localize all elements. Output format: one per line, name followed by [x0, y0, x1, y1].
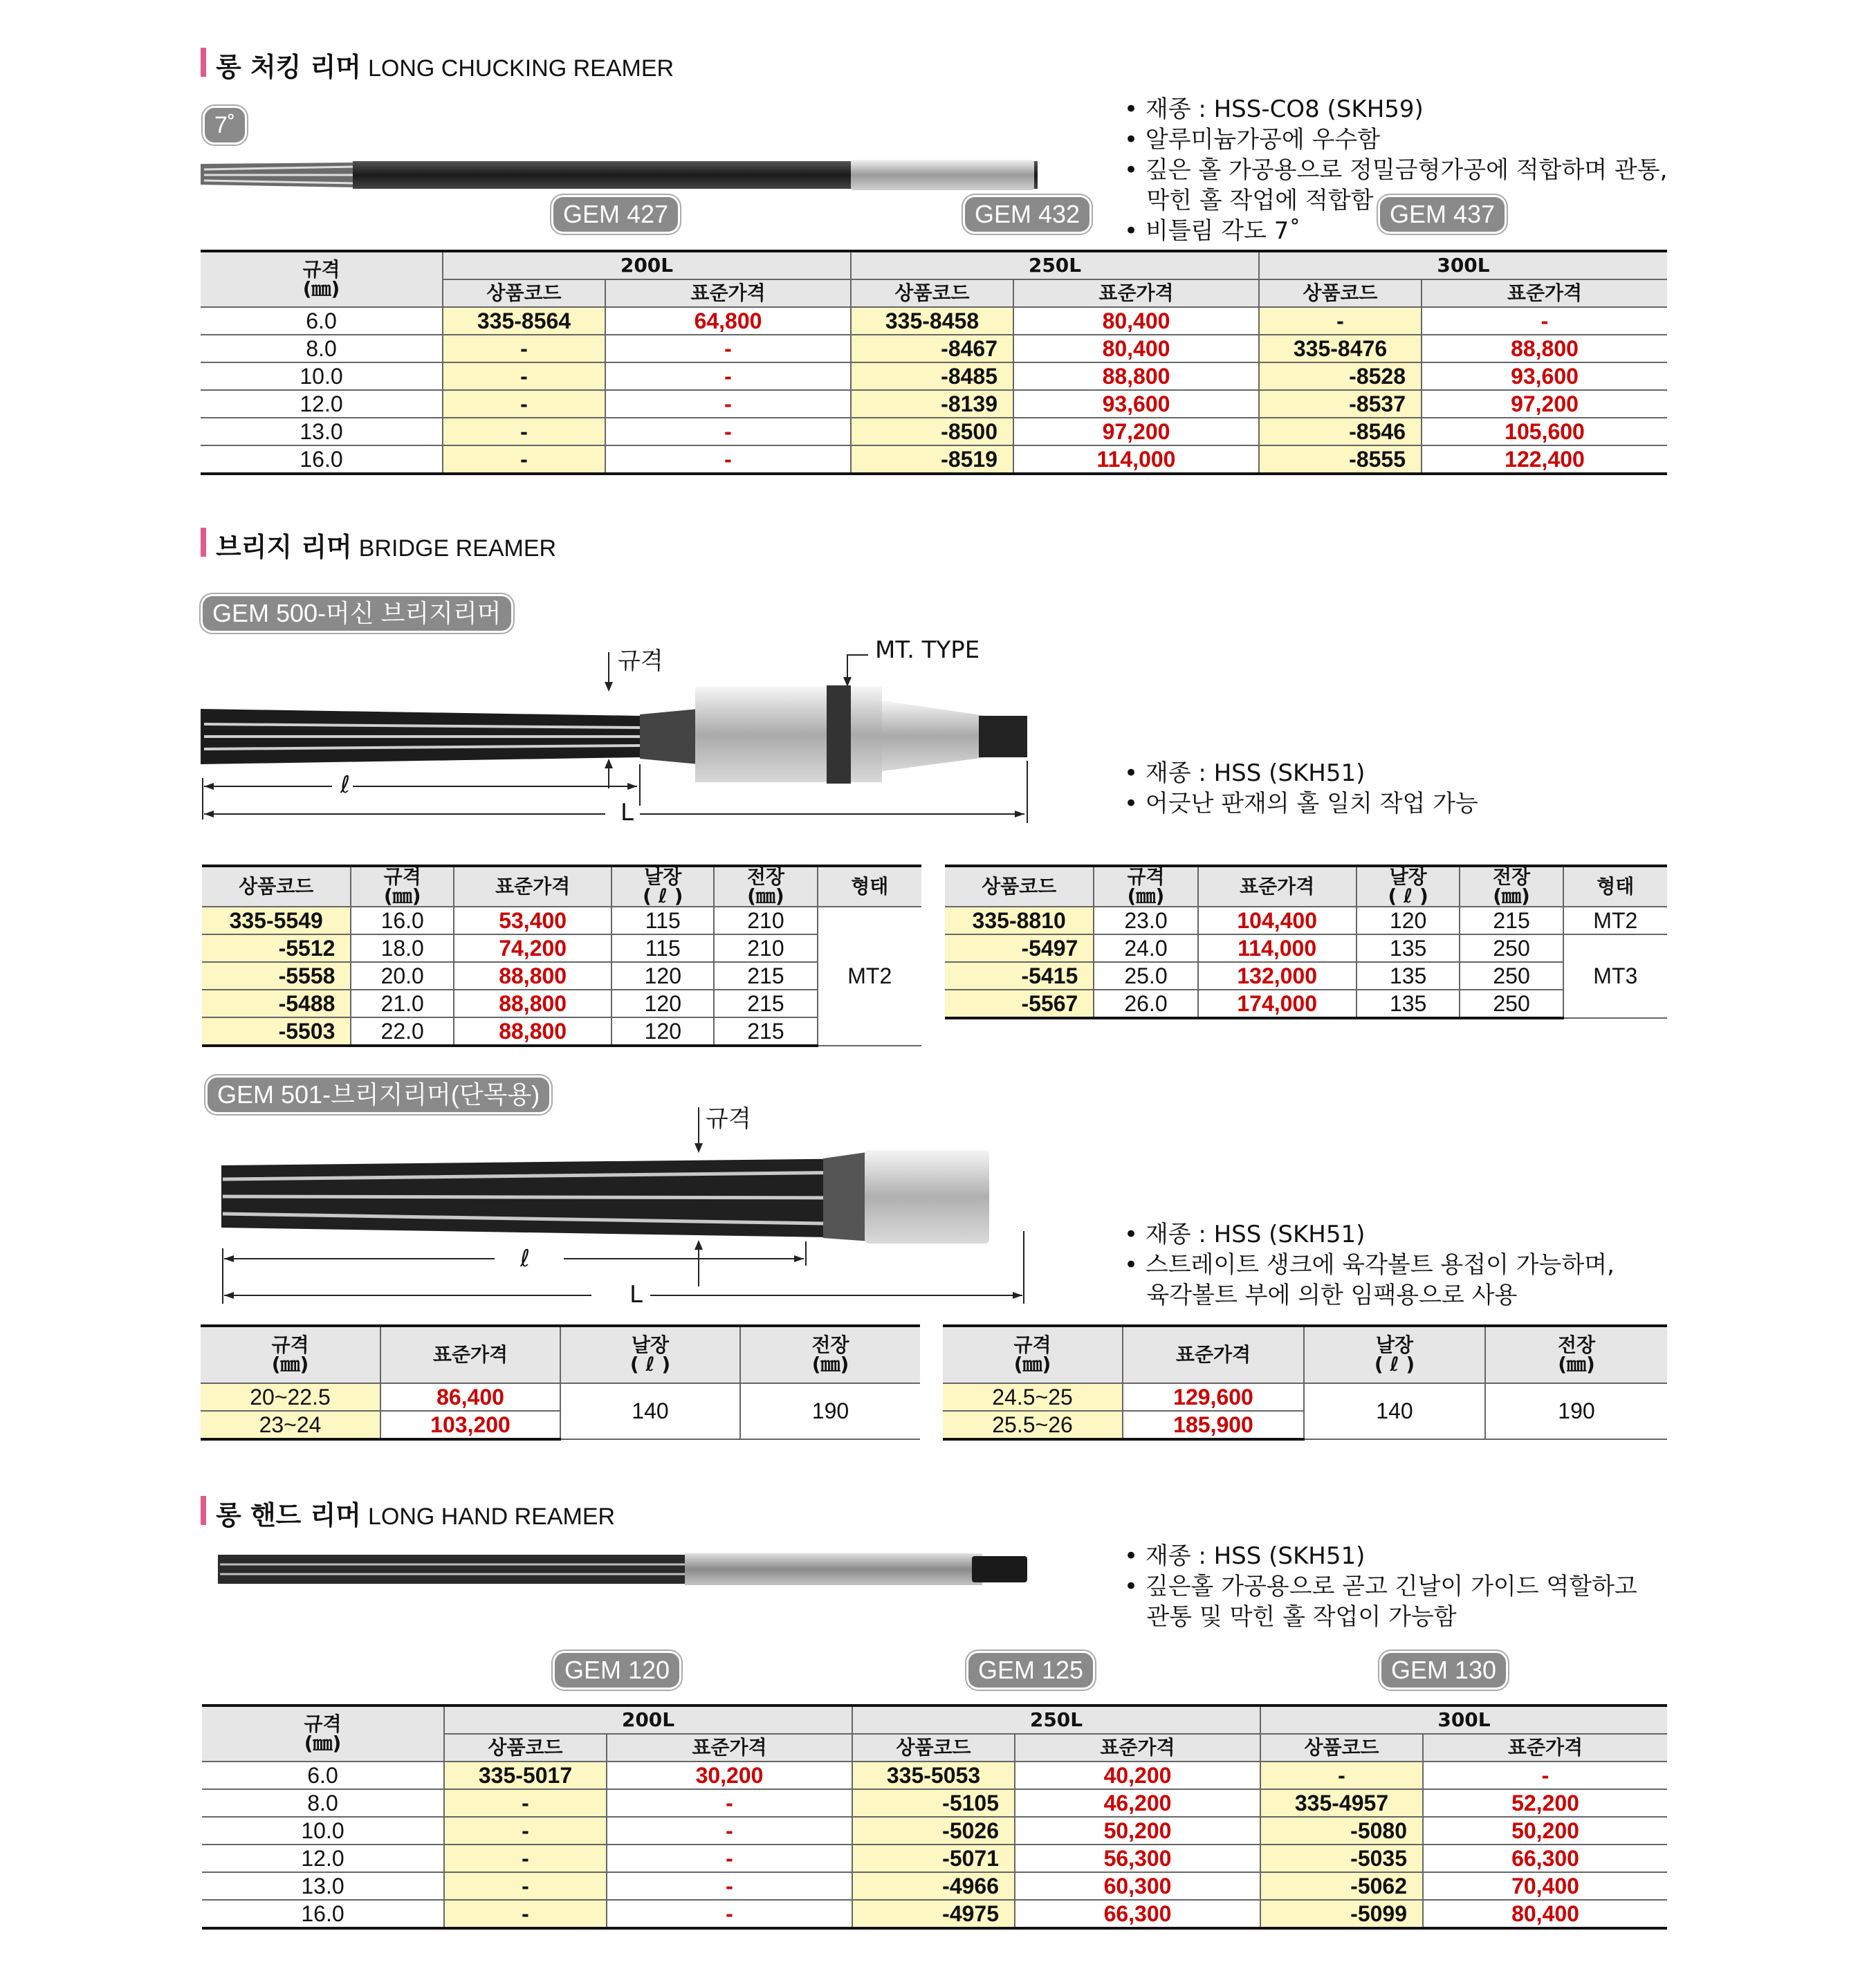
col-header-size: 규격 (㎜): [202, 1706, 444, 1762]
cell-size: 12.0: [201, 390, 443, 418]
table-row: [202, 962, 921, 990]
cell-total: 215: [714, 1017, 817, 1046]
table-row: [202, 1789, 1667, 1817]
title-marker: [201, 1496, 206, 1525]
cell-type: MT3: [1563, 934, 1667, 1018]
cell-code: 335-5017: [444, 1762, 607, 1789]
cell-code: -8519: [851, 445, 1013, 474]
cell-price: 52,200: [1423, 1789, 1667, 1817]
cell-flute: 120: [611, 990, 714, 1017]
note-line: • 재종 : HSS-CO8 (SKH59): [1124, 95, 1424, 123]
section-title-long-hand: [201, 1494, 616, 1531]
cell-code: -: [444, 1872, 607, 1900]
note-line: 육각볼트 부에 의한 임팩용으로 사용: [1124, 1282, 1518, 1309]
col-header-price: 표준가격: [1123, 1326, 1304, 1383]
model-gem432: GEM 432: [965, 197, 1089, 232]
cell-size: 10.0: [201, 362, 443, 390]
model-gem500: GEM 500-머신 브리지리머: [203, 596, 511, 631]
col-header-size: 규격 (㎜): [351, 866, 454, 907]
cell-price: -: [607, 1817, 852, 1845]
col-header-price: 표준가격: [605, 279, 851, 307]
gem501-table-left: [201, 1324, 920, 1441]
cell-code: -5105: [852, 1789, 1015, 1817]
cell-total: 210: [714, 907, 817, 934]
cell-price: -: [605, 445, 851, 474]
model-gem125: GEM 125: [968, 1653, 1093, 1688]
table-row: [202, 1017, 921, 1046]
model-gem120: GEM 120: [555, 1653, 679, 1688]
table-row: [945, 934, 1667, 962]
cell-total: 215: [714, 990, 817, 1017]
col-header-flute: 날장 ( ℓ ): [1357, 866, 1460, 907]
cell-price: 88,800: [454, 1017, 611, 1046]
cell-total: 250: [1460, 934, 1563, 962]
table-row: [201, 390, 1667, 418]
dim-flute-length-label: ℓ: [340, 771, 351, 799]
cell-price: 114,000: [1013, 445, 1259, 474]
cell-price: 114,000: [1198, 934, 1357, 962]
cell-price: 80,400: [1423, 1900, 1667, 1928]
cell-total: 250: [1460, 990, 1563, 1018]
cell-price: 70,400: [1423, 1872, 1667, 1900]
dim-total-length-label: L: [620, 799, 634, 826]
cell-code: 335-4957: [1260, 1789, 1423, 1817]
dim-mt-type-label: MT. TYPE: [875, 636, 980, 664]
table-row: [202, 934, 921, 962]
cell-price: 105,600: [1422, 418, 1667, 445]
col-header-total: 전장 (㎜): [1460, 866, 1563, 907]
cell-code: -: [444, 1845, 607, 1872]
col-header-300l: 300L: [1260, 1706, 1667, 1734]
col-header-price: 표준가격: [1422, 279, 1667, 307]
cell-code: -: [1260, 1762, 1423, 1789]
col-header-size: 규격 (㎜): [201, 251, 443, 307]
long-hand-table: [202, 1704, 1667, 1930]
col-header-code: 상품코드: [443, 279, 605, 307]
note-line: • 비틀림 각도 7˚: [1124, 217, 1301, 245]
table-row: [201, 1383, 920, 1411]
col-header-code: 상품코드: [851, 279, 1013, 307]
table-row: [201, 307, 1667, 335]
cell-code: -5415: [945, 962, 1094, 990]
title-korean: 브리지 리머: [216, 532, 352, 562]
cell-price: -: [1422, 307, 1667, 335]
cell-price: 129,600: [1123, 1383, 1304, 1411]
notes-gem500: [1124, 758, 1478, 819]
cell-price: -: [607, 1845, 852, 1872]
cell-total: 190: [740, 1383, 920, 1439]
dim-size-label: 규격: [706, 1105, 751, 1133]
cell-size: 25.5~26: [943, 1411, 1123, 1439]
notes-chucking: [1124, 94, 1667, 246]
cell-total: 250: [1460, 962, 1563, 990]
note-line: • 깊은홀 가공용으로 곧고 긴날이 가이드 역할하고: [1124, 1573, 1637, 1600]
cell-code: -: [444, 1900, 607, 1928]
table-row: [201, 418, 1667, 445]
cell-code: -5080: [1260, 1817, 1423, 1845]
note-line: • 스트레이트 생크에 육각볼트 용접이 가능하며,: [1124, 1251, 1615, 1279]
cell-price: 80,400: [1013, 335, 1259, 362]
cell-price: 64,800: [605, 307, 851, 335]
cell-price: -: [605, 335, 851, 362]
col-header-flute: 날장 ( ℓ ): [560, 1326, 740, 1383]
col-header-flute: 날장 ( ℓ ): [611, 866, 714, 907]
col-header-code: 상품코드: [945, 866, 1094, 907]
cell-code: -5026: [852, 1817, 1015, 1845]
cell-code: 335-8564: [443, 307, 605, 335]
cell-flute: 115: [611, 934, 714, 962]
title-korean: 롱 핸드 리머: [216, 1500, 361, 1531]
cell-price: 30,200: [607, 1762, 852, 1789]
cell-price: -: [607, 1872, 852, 1900]
table-row: [945, 907, 1667, 934]
note-line: • 재종 : HSS (SKH51): [1124, 759, 1365, 787]
cell-flute: 140: [1304, 1383, 1485, 1439]
cell-price: 132,000: [1198, 962, 1357, 990]
cell-code: -8485: [851, 362, 1013, 390]
cell-price: 88,800: [1013, 362, 1259, 390]
cell-size: 10.0: [202, 1817, 444, 1845]
note-line: 관통 및 막힌 홀 작업이 가능함: [1124, 1603, 1457, 1631]
angle-tag: 7˚: [205, 108, 245, 142]
cell-price: 185,900: [1123, 1411, 1304, 1439]
cell-price: 103,200: [380, 1411, 560, 1439]
cell-flute: 135: [1357, 934, 1460, 962]
cell-code: 335-8458: [851, 307, 1013, 335]
cell-code: -8139: [851, 390, 1013, 418]
cell-size: 13.0: [202, 1872, 444, 1900]
col-header-size: 규격 (㎜): [201, 1326, 380, 1383]
dim-total-length-label: L: [629, 1281, 643, 1309]
cell-price: 88,800: [1422, 335, 1667, 362]
cell-code: -5512: [202, 934, 351, 962]
cell-price: -: [607, 1789, 852, 1817]
notes-gem501: [1124, 1219, 1615, 1311]
col-header-type: 형태: [1563, 866, 1667, 907]
dim-size-label: 규격: [618, 647, 663, 675]
table-row: [945, 962, 1667, 990]
chucking-table: [201, 250, 1667, 475]
cell-flute: 120: [611, 1017, 714, 1046]
col-header-price: 표준가격: [380, 1326, 560, 1383]
title-marker: [201, 528, 206, 557]
cell-size: 8.0: [201, 335, 443, 362]
gem501-table-right: [943, 1324, 1667, 1441]
col-header-size: 규격 (㎜): [1094, 866, 1197, 907]
cell-code: -: [443, 335, 605, 362]
cell-price: 97,200: [1013, 418, 1259, 445]
cell-size: 16.0: [202, 1900, 444, 1928]
col-header-code: 상품코드: [444, 1734, 607, 1762]
cell-size: 26.0: [1094, 990, 1197, 1018]
title-korean: 롱 처킹 리머: [216, 52, 361, 82]
chucking-reamer-image: [197, 156, 1038, 197]
col-header-price: 표준가격: [607, 1734, 852, 1762]
cell-price: 56,300: [1015, 1845, 1260, 1872]
cell-price: 60,300: [1015, 1872, 1260, 1900]
cell-total: 210: [714, 934, 817, 962]
cell-price: 74,200: [454, 934, 611, 962]
cell-code: -: [443, 390, 605, 418]
cell-price: -: [605, 418, 851, 445]
col-header-code: 상품코드: [852, 1734, 1015, 1762]
note-line: • 재종 : HSS (SKH51): [1124, 1542, 1365, 1570]
cell-type: MT2: [1563, 907, 1667, 934]
cell-price: 93,600: [1013, 390, 1259, 418]
cell-code: 335-8476: [1259, 335, 1422, 362]
cell-flute: 135: [1357, 990, 1460, 1018]
cell-code: -8467: [851, 335, 1013, 362]
cell-code: -8555: [1259, 445, 1422, 474]
cell-code: -: [443, 362, 605, 390]
table-row: [202, 1817, 1667, 1845]
cell-code: -5567: [945, 990, 1094, 1018]
cell-code: -: [443, 418, 605, 445]
table-row: [945, 990, 1667, 1018]
cell-price: 46,200: [1015, 1789, 1260, 1817]
cell-price: 97,200: [1422, 390, 1667, 418]
cell-size: 16.0: [201, 445, 443, 474]
gem500-table-right: [945, 865, 1667, 1019]
table-row: [201, 362, 1667, 390]
cell-code: -8500: [851, 418, 1013, 445]
cell-total: 190: [1485, 1383, 1667, 1439]
cell-code: -5035: [1260, 1845, 1423, 1872]
col-header-200l: 200L: [444, 1706, 852, 1734]
section-title-bridge: [201, 526, 557, 562]
table-row: [201, 335, 1667, 362]
cell-flute: 120: [1357, 907, 1460, 934]
cell-price: 50,200: [1423, 1817, 1667, 1845]
cell-code: -8546: [1259, 418, 1422, 445]
cell-code: -8528: [1259, 362, 1422, 390]
cell-code: -5558: [202, 962, 351, 990]
cell-price: -: [607, 1900, 852, 1928]
cell-price: 53,400: [454, 907, 611, 934]
cell-size: 18.0: [351, 934, 454, 962]
title-english: BRIDGE REAMER: [358, 535, 557, 562]
cell-code: -4966: [852, 1872, 1015, 1900]
cell-code: -5099: [1260, 1900, 1423, 1928]
col-header-total: 전장 (㎜): [1485, 1326, 1667, 1383]
cell-code: -5071: [852, 1845, 1015, 1872]
cell-code: -5062: [1260, 1872, 1423, 1900]
col-header-250l: 250L: [852, 1706, 1260, 1734]
long-hand-reamer-image: [214, 1549, 1045, 1591]
cell-size: 24.5~25: [943, 1383, 1123, 1411]
gem500-table-left: [202, 865, 921, 1047]
cell-price: -: [605, 362, 851, 390]
col-header-type: 형태: [818, 866, 921, 907]
col-header-price: 표준가격: [1423, 1734, 1667, 1762]
single-bridge-reamer-image: [214, 1103, 1045, 1311]
note-line: • 어긋난 판재의 홀 일치 작업 가능: [1124, 790, 1478, 817]
cell-price: 174,000: [1198, 990, 1357, 1018]
note-line: • 알루미늄가공에 우수함: [1124, 126, 1381, 154]
dim-flute-length-label: ℓ: [520, 1245, 531, 1273]
cell-code: 335-8810: [945, 907, 1094, 934]
cell-size: 21.0: [351, 990, 454, 1017]
cell-price: 80,400: [1013, 307, 1259, 335]
note-line: • 재종 : HSS (SKH51): [1124, 1221, 1365, 1248]
table-row: [202, 1762, 1667, 1789]
col-header-size: 규격 (㎜): [943, 1326, 1123, 1383]
cell-size: 23~24: [201, 1411, 380, 1439]
cell-size: 16.0: [351, 907, 454, 934]
cell-price: 50,200: [1015, 1817, 1260, 1845]
col-header-code: 상품코드: [202, 866, 351, 907]
col-header-250l: 250L: [851, 251, 1259, 279]
cell-code: -5503: [202, 1017, 351, 1046]
cell-price: 88,800: [454, 962, 611, 990]
cell-size: 8.0: [202, 1789, 444, 1817]
table-row: [943, 1383, 1667, 1411]
cell-code: -: [444, 1789, 607, 1817]
cell-code: 335-5549: [202, 907, 351, 934]
model-gem437: GEM 437: [1380, 197, 1505, 232]
section-title-long-chucking: [201, 46, 674, 82]
note-line: 막힌 홀 작업에 적합함: [1124, 187, 1374, 214]
table-row: [202, 1845, 1667, 1872]
cell-price: 86,400: [380, 1383, 560, 1411]
model-gem501: GEM 501-브리지리머(단목용): [208, 1078, 549, 1112]
col-header-price: 표준가격: [1013, 279, 1259, 307]
cell-size: 23.0: [1094, 907, 1197, 934]
table-row: [202, 907, 921, 934]
cell-size: 6.0: [202, 1762, 444, 1789]
cell-code: -5497: [945, 934, 1094, 962]
cell-size: 24.0: [1094, 934, 1197, 962]
col-header-total: 전장 (㎜): [740, 1326, 920, 1383]
cell-total: 215: [714, 962, 817, 990]
cell-flute: 135: [1357, 962, 1460, 990]
col-header-200l: 200L: [443, 251, 851, 279]
cell-price: 88,800: [454, 990, 611, 1017]
cell-flute: 120: [611, 962, 714, 990]
cell-code: -4975: [852, 1900, 1015, 1928]
cell-code: -8537: [1259, 390, 1422, 418]
notes-long-hand: [1124, 1541, 1637, 1632]
cell-flute: 140: [560, 1383, 740, 1439]
cell-price: -: [1423, 1762, 1667, 1789]
cell-code: -5488: [202, 990, 351, 1017]
cell-size: 12.0: [202, 1845, 444, 1872]
cell-price: -: [605, 390, 851, 418]
col-header-300l: 300L: [1259, 251, 1667, 279]
cell-price: 104,400: [1198, 907, 1357, 934]
title-english: LONG CHUCKING REAMER: [368, 55, 674, 82]
cell-code: -: [443, 445, 605, 474]
cell-size: 20~22.5: [201, 1383, 380, 1411]
cell-size: 20.0: [351, 962, 454, 990]
table-row: [202, 990, 921, 1017]
cell-code: 335-5053: [852, 1762, 1015, 1789]
model-gem427: GEM 427: [553, 197, 678, 232]
col-header-price: 표준가격: [454, 866, 611, 907]
cell-price: 122,400: [1422, 445, 1667, 474]
cell-size: 13.0: [201, 418, 443, 445]
title-english: LONG HAND REAMER: [368, 1504, 616, 1530]
col-header-code: 상품코드: [1259, 279, 1422, 307]
col-header-code: 상품코드: [1260, 1734, 1423, 1762]
cell-price: 66,300: [1423, 1845, 1667, 1872]
cell-size: 25.0: [1094, 962, 1197, 990]
cell-flute: 115: [611, 907, 714, 934]
cell-size: 6.0: [201, 307, 443, 335]
note-line: • 깊은 홀 가공용으로 정밀금형가공에 적합하며 관통,: [1124, 156, 1668, 184]
title-marker: [201, 48, 206, 77]
col-header-flute: 날장 ( ℓ ): [1304, 1326, 1485, 1383]
cell-price: 40,200: [1015, 1762, 1260, 1789]
col-header-price: 표준가격: [1198, 866, 1357, 907]
cell-price: 93,600: [1422, 362, 1667, 390]
col-header-total: 전장 (㎜): [714, 866, 817, 907]
table-row: [202, 1900, 1667, 1928]
cell-size: 22.0: [351, 1017, 454, 1046]
col-header-price: 표준가격: [1015, 1734, 1260, 1762]
table-row: [202, 1872, 1667, 1900]
cell-type: MT2: [818, 907, 921, 1046]
table-row: [201, 445, 1667, 474]
model-gem130: GEM 130: [1381, 1653, 1506, 1688]
cell-code: -: [1259, 307, 1422, 335]
cell-code: -: [444, 1817, 607, 1845]
cell-total: 215: [1460, 907, 1563, 934]
cell-price: 66,300: [1015, 1900, 1260, 1928]
